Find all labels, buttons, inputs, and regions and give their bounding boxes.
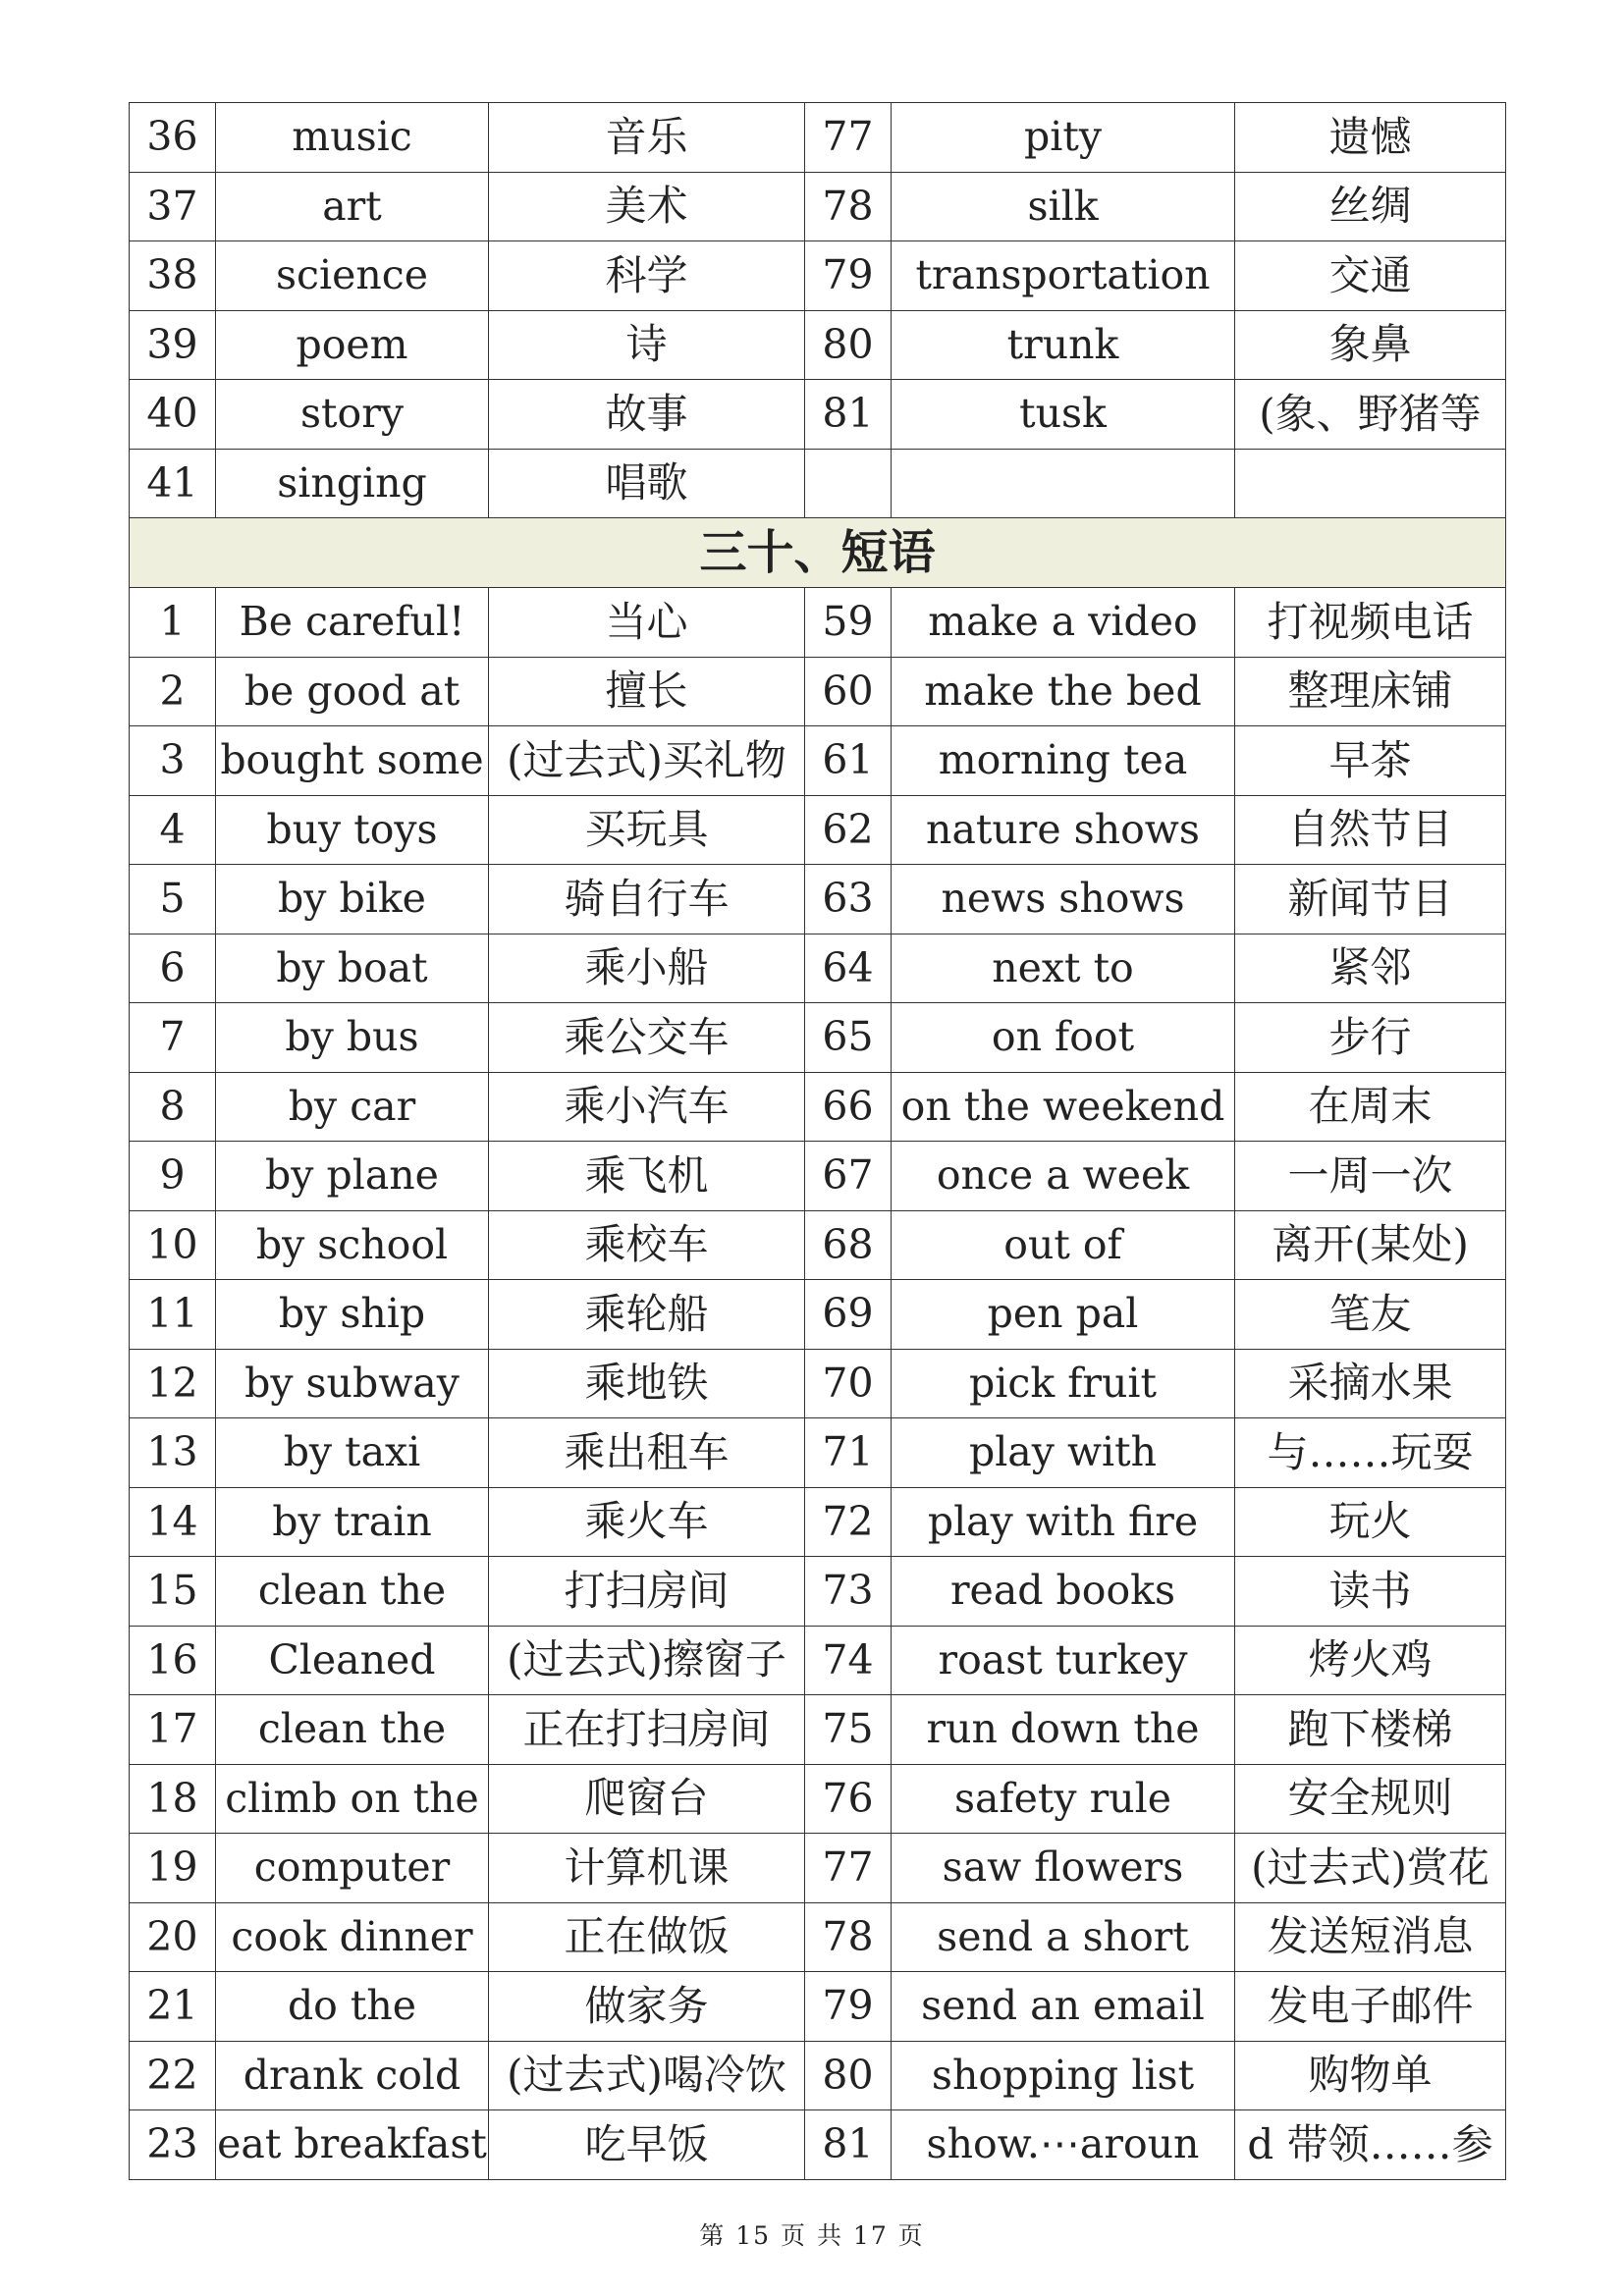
- english-term: eat breakfast: [216, 2110, 489, 2180]
- entry-number: 62: [805, 795, 892, 865]
- chinese-meaning: 正在打扫房间: [489, 1695, 805, 1765]
- english-term: by taxi: [216, 1418, 489, 1488]
- chinese-meaning: 读书: [1235, 1557, 1506, 1627]
- chinese-meaning: [1235, 449, 1506, 518]
- chinese-meaning: 发电子邮件: [1235, 1972, 1506, 2042]
- english-term: story: [216, 380, 489, 450]
- entry-number: 23: [130, 2110, 216, 2180]
- chinese-meaning: 乘公交车: [489, 1003, 805, 1073]
- entry-number: 69: [805, 1280, 892, 1350]
- english-term: by subway: [216, 1349, 489, 1418]
- entry-number: 19: [130, 1834, 216, 1903]
- entry-number: 64: [805, 934, 892, 1003]
- table-row: [130, 795, 1506, 865]
- english-term: show.⋯aroun: [892, 2110, 1235, 2180]
- english-term: transportation: [892, 241, 1235, 311]
- chinese-meaning: 买玩具: [489, 795, 805, 865]
- chinese-meaning: 乘飞机: [489, 1142, 805, 1211]
- chinese-meaning: 丝绸: [1235, 172, 1506, 241]
- entry-number: 37: [130, 172, 216, 241]
- english-term: safety rule: [892, 1764, 1235, 1834]
- english-term: bought some: [216, 726, 489, 796]
- entry-number: 76: [805, 1764, 892, 1834]
- english-term: cook dinner: [216, 1902, 489, 1972]
- english-term: morning tea: [892, 726, 1235, 796]
- chinese-meaning: 笔友: [1235, 1280, 1506, 1350]
- entry-number: 74: [805, 1626, 892, 1695]
- phrase-list: [130, 588, 1506, 2180]
- entry-number: 81: [805, 2110, 892, 2180]
- chinese-meaning: 乘出租车: [489, 1418, 805, 1488]
- english-term: by boat: [216, 934, 489, 1003]
- english-term: pick fruit: [892, 1349, 1235, 1418]
- entry-number: 11: [130, 1280, 216, 1350]
- chinese-meaning: 诗: [489, 310, 805, 380]
- chinese-meaning: d 带领……参: [1235, 2110, 1506, 2180]
- english-term: shopping list: [892, 2041, 1235, 2110]
- entry-number: 36: [130, 103, 216, 173]
- entry-number: 71: [805, 1418, 892, 1488]
- english-term: music: [216, 103, 489, 173]
- english-term: on foot: [892, 1003, 1235, 1073]
- entry-number: 66: [805, 1072, 892, 1142]
- chinese-meaning: 遗憾: [1235, 103, 1506, 173]
- english-term: [892, 449, 1235, 518]
- chinese-meaning: (过去式)喝冷饮: [489, 2041, 805, 2110]
- chinese-meaning: 擅长: [489, 657, 805, 726]
- chinese-meaning: 跑下楼梯: [1235, 1695, 1506, 1765]
- chinese-meaning: 吃早饭: [489, 2110, 805, 2180]
- chinese-meaning: 打视频电话: [1235, 588, 1506, 658]
- chinese-meaning: 骑自行车: [489, 865, 805, 934]
- entry-number: 80: [805, 310, 892, 380]
- entry-number: 68: [805, 1210, 892, 1280]
- english-term: Cleaned: [216, 1626, 489, 1695]
- entry-number: 41: [130, 449, 216, 518]
- english-term: news shows: [892, 865, 1235, 934]
- entry-number: 7: [130, 1003, 216, 1073]
- english-term: saw flowers: [892, 1834, 1235, 1903]
- english-term: run down the: [892, 1695, 1235, 1765]
- entry-number: 13: [130, 1418, 216, 1488]
- english-term: nature shows: [892, 795, 1235, 865]
- english-term: silk: [892, 172, 1235, 241]
- chinese-meaning: 乘小船: [489, 934, 805, 1003]
- entry-number: 72: [805, 1487, 892, 1557]
- table-row: [130, 588, 1506, 658]
- english-term: pity: [892, 103, 1235, 173]
- table-row: [130, 2041, 1506, 2110]
- entry-number: 1: [130, 588, 216, 658]
- english-term: computer: [216, 1834, 489, 1903]
- english-term: make the bed: [892, 657, 1235, 726]
- entry-number: 61: [805, 726, 892, 796]
- table-row: [130, 1695, 1506, 1765]
- vocabulary-table: [129, 102, 1506, 2180]
- chinese-meaning: 步行: [1235, 1003, 1506, 1073]
- chinese-meaning: 当心: [489, 588, 805, 658]
- entry-number: 10: [130, 1210, 216, 1280]
- chinese-meaning: 计算机课: [489, 1834, 805, 1903]
- entry-number: 14: [130, 1487, 216, 1557]
- entry-number: 16: [130, 1626, 216, 1695]
- table-row: [130, 1764, 1506, 1834]
- english-term: pen pal: [892, 1280, 1235, 1350]
- table-row: [130, 1626, 1506, 1695]
- entry-number: 81: [805, 380, 892, 450]
- table-row: [130, 1072, 1506, 1142]
- english-term: buy toys: [216, 795, 489, 865]
- entry-number: 2: [130, 657, 216, 726]
- entry-number: 39: [130, 310, 216, 380]
- chinese-meaning: 做家务: [489, 1972, 805, 2042]
- entry-number: 79: [805, 241, 892, 311]
- chinese-meaning: 一周一次: [1235, 1142, 1506, 1211]
- english-term: by plane: [216, 1142, 489, 1211]
- chinese-meaning: 正在做饭: [489, 1902, 805, 1972]
- table-row: [130, 1418, 1506, 1488]
- table-row: [130, 1280, 1506, 1350]
- section-title: 三十、短语: [130, 518, 1506, 588]
- english-term: by bus: [216, 1003, 489, 1073]
- entry-number: 78: [805, 172, 892, 241]
- english-term: by car: [216, 1072, 489, 1142]
- entry-number: 21: [130, 1972, 216, 2042]
- english-term: send a short: [892, 1902, 1235, 1972]
- chinese-meaning: 交通: [1235, 241, 1506, 311]
- table-row: [130, 1972, 1506, 2042]
- chinese-meaning: 自然节目: [1235, 795, 1506, 865]
- entry-number: 38: [130, 241, 216, 311]
- chinese-meaning: 乘火车: [489, 1487, 805, 1557]
- chinese-meaning: 新闻节目: [1235, 865, 1506, 934]
- chinese-meaning: 烤火鸡: [1235, 1626, 1506, 1695]
- english-term: on the weekend: [892, 1072, 1235, 1142]
- table-row: [130, 726, 1506, 796]
- table-row: [130, 657, 1506, 726]
- english-term: clean the: [216, 1695, 489, 1765]
- entry-number: 9: [130, 1142, 216, 1211]
- chinese-meaning: 打扫房间: [489, 1557, 805, 1627]
- table-row: [130, 1349, 1506, 1418]
- chinese-meaning: (过去式)赏花: [1235, 1834, 1506, 1903]
- english-term: once a week: [892, 1142, 1235, 1211]
- entry-number: 18: [130, 1764, 216, 1834]
- word-list-top: [130, 103, 1506, 518]
- english-term: play with: [892, 1418, 1235, 1488]
- table-row: [130, 1142, 1506, 1211]
- table-row: [130, 103, 1506, 173]
- english-term: climb on the: [216, 1764, 489, 1834]
- chinese-meaning: 整理床铺: [1235, 657, 1506, 726]
- entry-number: 5: [130, 865, 216, 934]
- table-row: [130, 172, 1506, 241]
- entry-number: 20: [130, 1902, 216, 1972]
- english-term: next to: [892, 934, 1235, 1003]
- chinese-meaning: 象鼻: [1235, 310, 1506, 380]
- table-row: [130, 241, 1506, 311]
- table-row: [130, 934, 1506, 1003]
- english-term: tusk: [892, 380, 1235, 450]
- entry-number: 40: [130, 380, 216, 450]
- english-term: out of: [892, 1210, 1235, 1280]
- entry-number: 80: [805, 2041, 892, 2110]
- entry-number: 65: [805, 1003, 892, 1073]
- english-term: by school: [216, 1210, 489, 1280]
- chinese-meaning: 与……玩耍: [1235, 1418, 1506, 1488]
- chinese-meaning: 乘校车: [489, 1210, 805, 1280]
- english-term: art: [216, 172, 489, 241]
- chinese-meaning: (象、野猪等: [1235, 380, 1506, 450]
- chinese-meaning: (过去式)擦窗子: [489, 1626, 805, 1695]
- chinese-meaning: 安全规则: [1235, 1764, 1506, 1834]
- english-term: play with fire: [892, 1487, 1235, 1557]
- entry-number: 77: [805, 1834, 892, 1903]
- entry-number: 67: [805, 1142, 892, 1211]
- entry-number: 22: [130, 2041, 216, 2110]
- entry-number: 77: [805, 103, 892, 173]
- english-term: by ship: [216, 1280, 489, 1350]
- english-term: do the: [216, 1972, 489, 2042]
- chinese-meaning: 唱歌: [489, 449, 805, 518]
- english-term: send an email: [892, 1972, 1235, 2042]
- table-row: [130, 1557, 1506, 1627]
- english-term: be good at: [216, 657, 489, 726]
- entry-number: 70: [805, 1349, 892, 1418]
- chinese-meaning: 发送短消息: [1235, 1902, 1506, 1972]
- entry-number: 60: [805, 657, 892, 726]
- chinese-meaning: 美术: [489, 172, 805, 241]
- chinese-meaning: 爬窗台: [489, 1764, 805, 1834]
- entry-number: 79: [805, 1972, 892, 2042]
- chinese-meaning: 购物单: [1235, 2041, 1506, 2110]
- page-footer: 第 15 页 共 17 页: [699, 2221, 925, 2250]
- chinese-meaning: (过去式)买礼物: [489, 726, 805, 796]
- table-row: [130, 1834, 1506, 1903]
- chinese-meaning: 故事: [489, 380, 805, 450]
- chinese-meaning: 早茶: [1235, 726, 1506, 796]
- chinese-meaning: 乘地铁: [489, 1349, 805, 1418]
- entry-number: 3: [130, 726, 216, 796]
- section-header: [130, 518, 1506, 588]
- english-term: science: [216, 241, 489, 311]
- entry-number: 59: [805, 588, 892, 658]
- entry-number: 17: [130, 1695, 216, 1765]
- chinese-meaning: 科学: [489, 241, 805, 311]
- chinese-meaning: 紧邻: [1235, 934, 1506, 1003]
- english-term: by bike: [216, 865, 489, 934]
- table-row: [130, 1210, 1506, 1280]
- chinese-meaning: 乘小汽车: [489, 1072, 805, 1142]
- table-row: [130, 1487, 1506, 1557]
- chinese-meaning: 在周末: [1235, 1072, 1506, 1142]
- entry-number: 15: [130, 1557, 216, 1627]
- entry-number: 12: [130, 1349, 216, 1418]
- english-term: make a video: [892, 588, 1235, 658]
- entry-number: 8: [130, 1072, 216, 1142]
- table-row: [130, 380, 1506, 450]
- table-row: [130, 2110, 1506, 2180]
- table-row: [130, 865, 1506, 934]
- entry-number: 4: [130, 795, 216, 865]
- entry-number: 6: [130, 934, 216, 1003]
- chinese-meaning: 离开(某处): [1235, 1210, 1506, 1280]
- english-term: singing: [216, 449, 489, 518]
- english-term: Be careful!: [216, 588, 489, 658]
- entry-number: 63: [805, 865, 892, 934]
- english-term: trunk: [892, 310, 1235, 380]
- english-term: poem: [216, 310, 489, 380]
- english-term: clean the: [216, 1557, 489, 1627]
- entry-number: 78: [805, 1902, 892, 1972]
- english-term: by train: [216, 1487, 489, 1557]
- chinese-meaning: 玩火: [1235, 1487, 1506, 1557]
- chinese-meaning: 乘轮船: [489, 1280, 805, 1350]
- chinese-meaning: 音乐: [489, 103, 805, 173]
- entry-number: 73: [805, 1557, 892, 1627]
- table-row: [130, 310, 1506, 380]
- chinese-meaning: 采摘水果: [1235, 1349, 1506, 1418]
- entry-number: 75: [805, 1695, 892, 1765]
- entry-number: [805, 449, 892, 518]
- table-row: [130, 449, 1506, 518]
- english-term: drank cold: [216, 2041, 489, 2110]
- table-row: [130, 1902, 1506, 1972]
- english-term: roast turkey: [892, 1626, 1235, 1695]
- english-term: read books: [892, 1557, 1235, 1627]
- table-row: [130, 1003, 1506, 1073]
